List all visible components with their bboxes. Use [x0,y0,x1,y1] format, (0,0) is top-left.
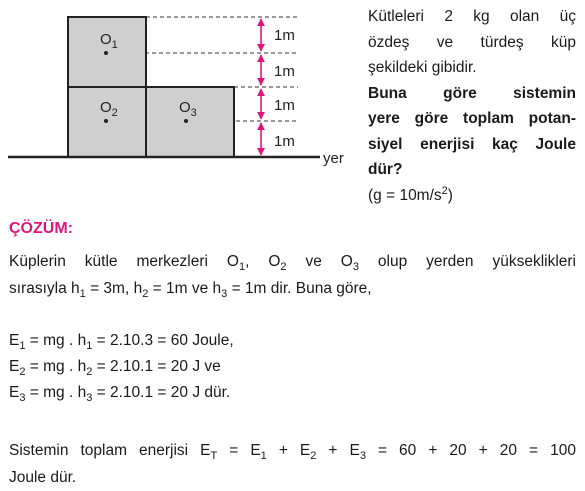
question-line-3: siyel enerjisi kaç Joule [368,135,576,153]
problem-line-3: şekildeki gibidir. [368,59,477,76]
question-line-1: Buna göre sistemin [368,84,576,102]
height-label-3: 1m [274,97,295,114]
ground-label: yer [323,150,344,167]
gravity-value: $(g = 10m/s^2)$ [368,184,453,204]
total-line-2: Joule dür. [9,469,77,486]
energy-line-2: $E_2$ = mg . $h_2 = 2.10.1 = 20$ J ve [9,358,221,378]
total-line-1: Sistemin toplam enerjisi $E_T = E_1 + E_2 + E_3 = 60 + 20 + 20 = 100$ [9,442,576,462]
problem-line-2: özdeş ve türdeş küp [368,33,576,51]
height-label-1: 1m [274,27,295,44]
cube-label-o2: $O_2$ [100,99,118,119]
question-line-2: yere göre toplam potan- [368,110,576,127]
problem-line-1: Kütleleri 2 kg olan üç [368,8,576,25]
intro-line-1: Küplerin kütle merkezleri $O_1$, $O_2$ ve $O_3$ olup yerden yükseklikleri [9,253,577,273]
height-label-2: 1m [274,63,295,80]
energy-line-1: $E_1$ = mg . $h_1 = 2.10.3 = 60$ Joule, [9,332,234,352]
height-label-4: 1m [274,133,295,150]
cube-o3 [146,87,234,157]
cube-label-o3: $O_3$ [179,99,197,119]
total-energy [9,437,576,491]
problem-statement [368,4,576,208]
solution-intro [9,248,576,302]
energy-equations [9,328,576,406]
energy-line-3: $E_3$ = mg . $h_3 = 2.10.1 = 20$ J dür. [9,384,231,404]
question-line-4: dür? [368,161,403,178]
cube-label-o1: $O_1$ [100,31,118,51]
solution-heading: ÇÖZÜM: [9,220,73,237]
intro-line-2: sırasıyla $h_1 = 3m$, $h_2 = 1m$ ve $h_3 = 1m$ dir. Buna göre, [9,280,372,300]
cubes-figure [0,0,365,175]
